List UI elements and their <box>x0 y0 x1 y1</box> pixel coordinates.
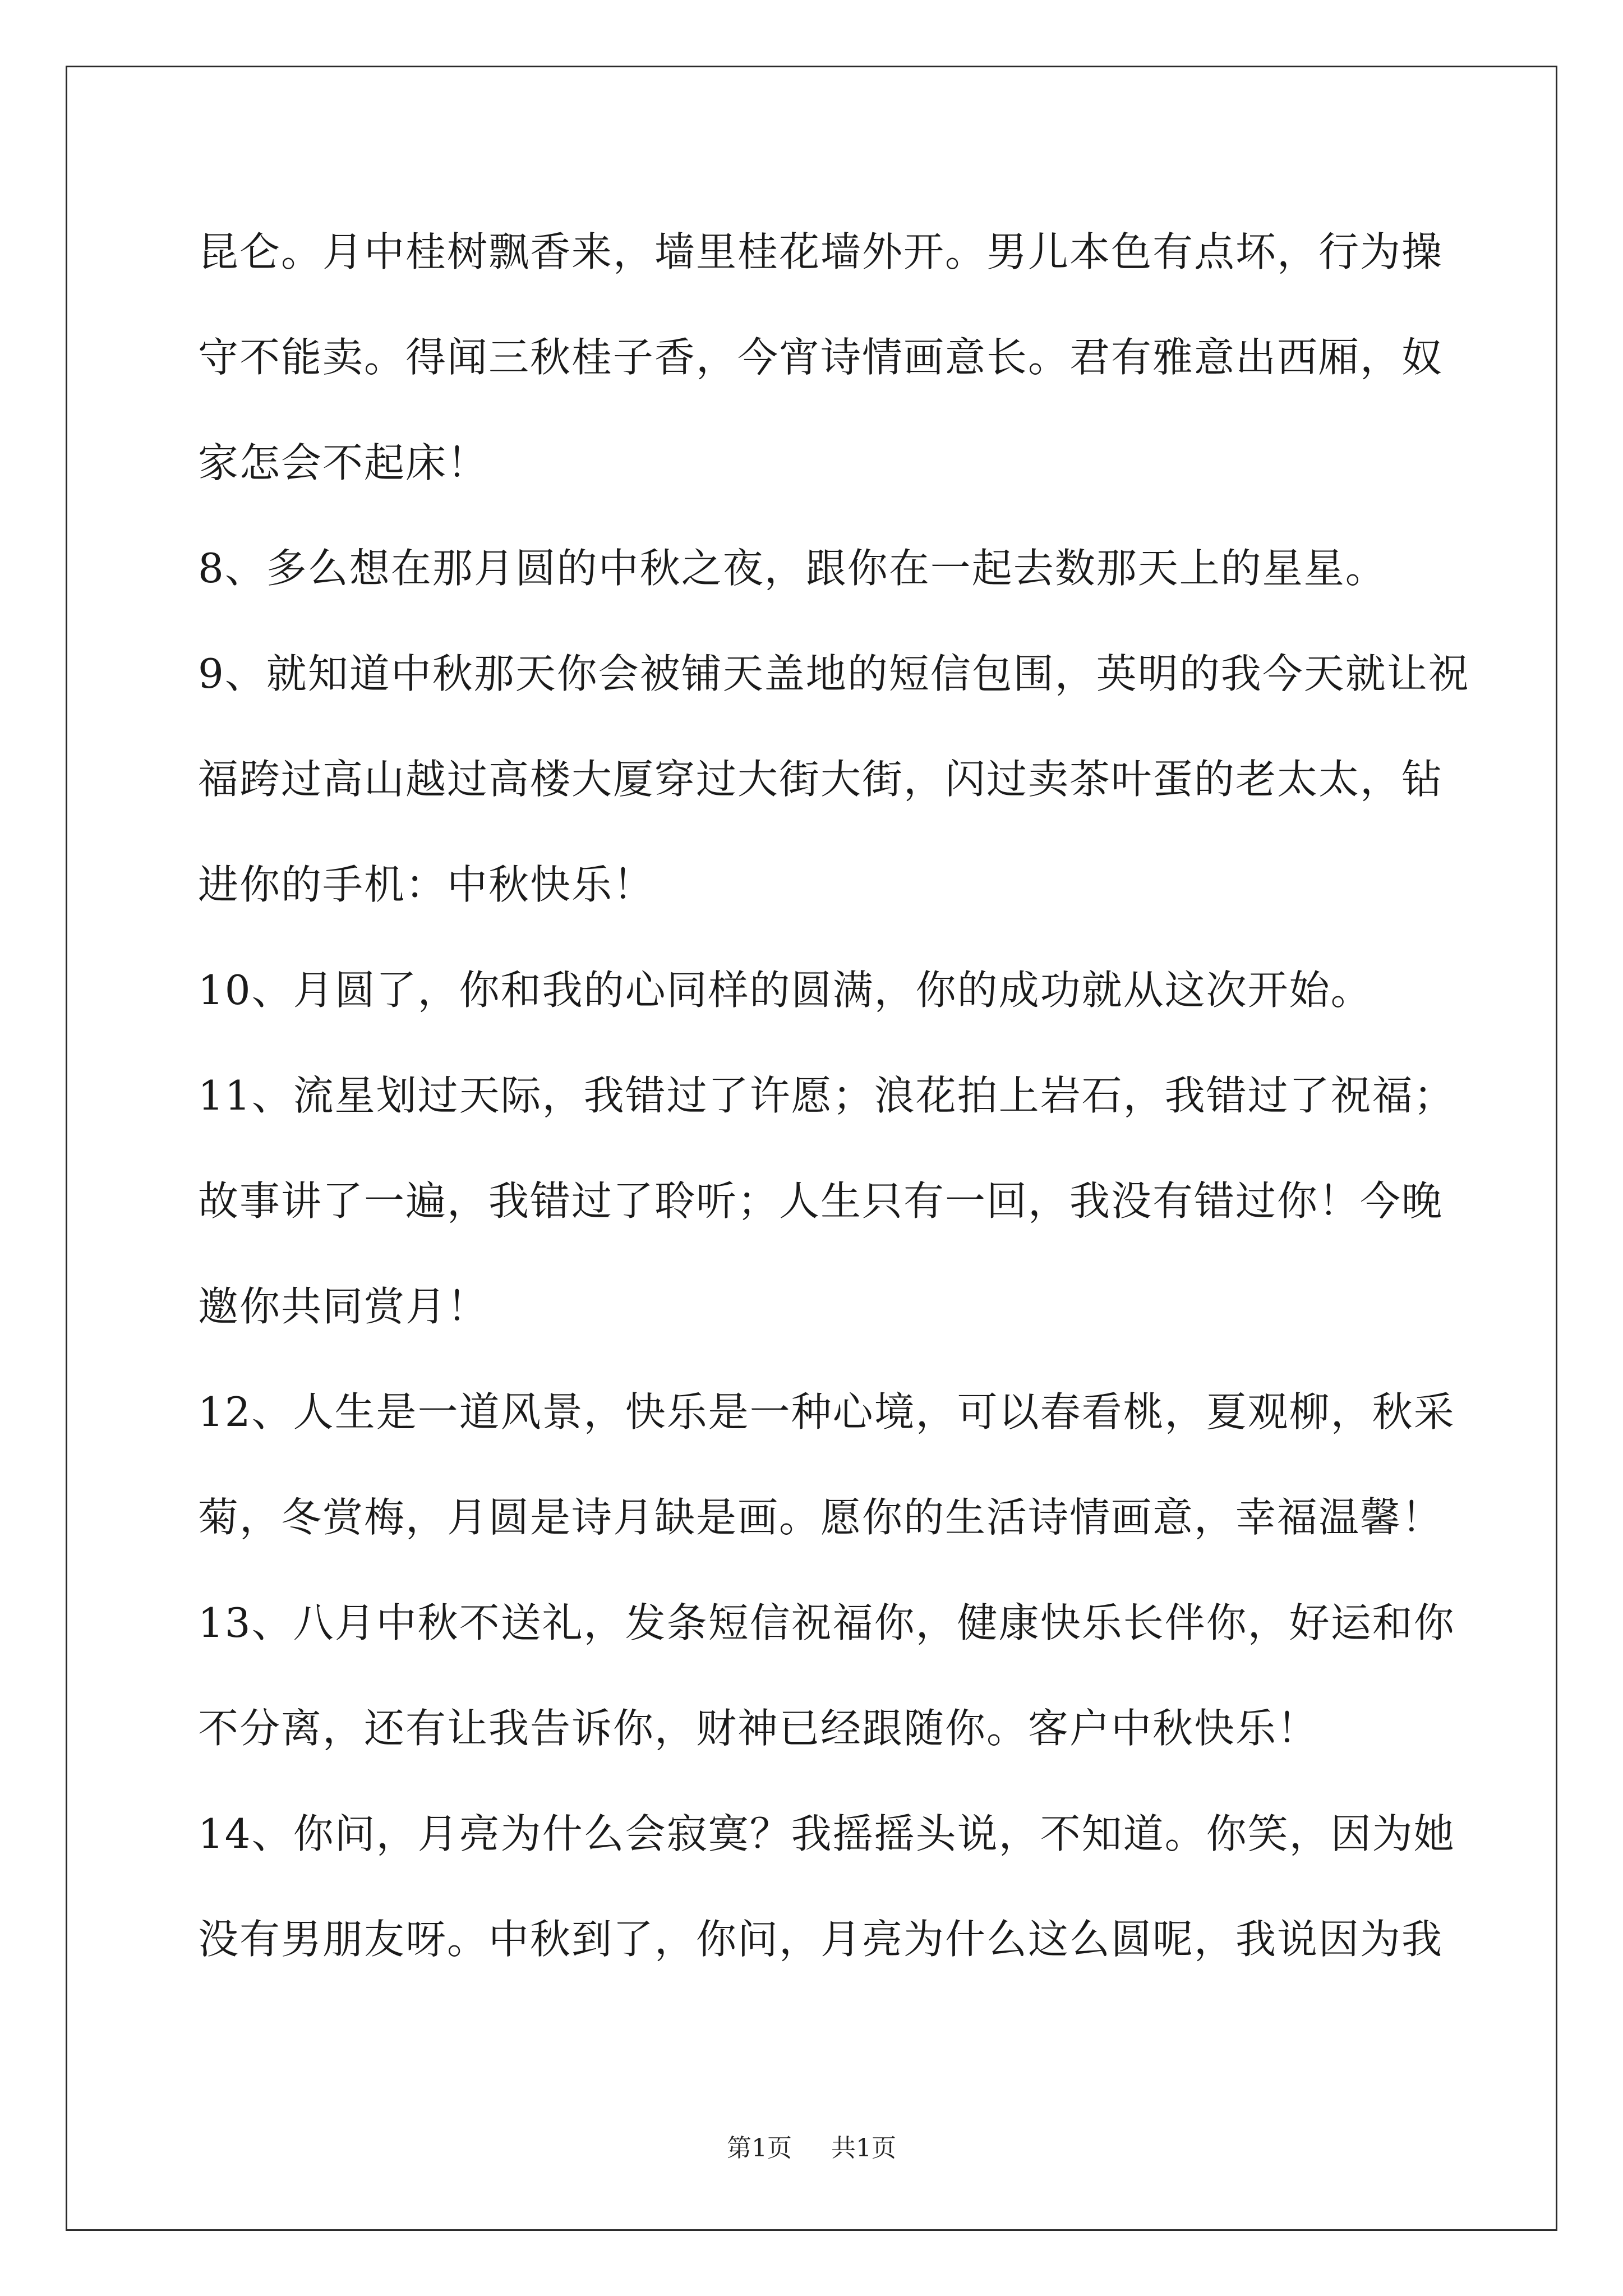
document-body <box>198 199 1470 1992</box>
text-line: 家怎会不起床！ <box>198 439 489 486</box>
text-line: 不分离，还有让我告诉你，财神已经跟随你。客户中秋快乐！ <box>198 1705 1319 1752</box>
text-line: 没有男朋友呀。中秋到了，你问，月亮为什么这么圆呢，我说因为我 <box>198 1916 1444 1963</box>
text-line: 11、流星划过天际，我错过了许愿；浪花拍上岩石，我错过了祝福； <box>198 1072 1455 1119</box>
text-line: 14、你问，月亮为什么会寂寞？我摇摇头说，不知道。你笑，因为她 <box>198 1810 1455 1857</box>
text-line: 守不能卖。得闻三秋桂子香，今宵诗情画意长。君有雅意出西厢，奴 <box>198 334 1444 381</box>
page-footer <box>0 2132 1623 2165</box>
text-line: 进你的手机：中秋快乐！ <box>198 861 655 908</box>
text-line: 12、人生是一道风景，快乐是一种心境，可以春看桃，夏观柳，秋采 <box>198 1388 1455 1435</box>
text-line: 菊，冬赏梅，月圆是诗月缺是画。愿你的生活诗情画意，幸福温馨！ <box>198 1494 1444 1541</box>
text-line: 邀你共同赏月！ <box>198 1283 489 1330</box>
text-line: 10、月圆了，你和我的心同样的圆满，你的成功就从这次开始。 <box>198 967 1372 1014</box>
page-number-current: 第1页 <box>727 2134 792 2162</box>
text-line: 8、多么想在那月圆的中秋之夜，跟你在一起去数那天上的星星。 <box>198 545 1387 592</box>
text-line: 故事讲了一遍，我错过了聆听；人生只有一回，我没有错过你！今晚 <box>198 1177 1444 1225</box>
text-line: 福跨过高山越过高楼大厦穿过大街大街，闪过卖茶叶蛋的老太太，钻 <box>198 756 1444 803</box>
page-number-total: 共1页 <box>831 2134 896 2162</box>
text-line: 9、就知道中秋那天你会被铺天盖地的短信包围，英明的我今天就让祝 <box>198 650 1470 697</box>
text-line: 13、八月中秋不送礼，发条短信祝福你，健康快乐长伴你，好运和你 <box>198 1599 1455 1646</box>
text-line: 昆仑。月中桂树飘香来，墙里桂花墙外开。男儿本色有点坏，行为操 <box>198 228 1444 275</box>
